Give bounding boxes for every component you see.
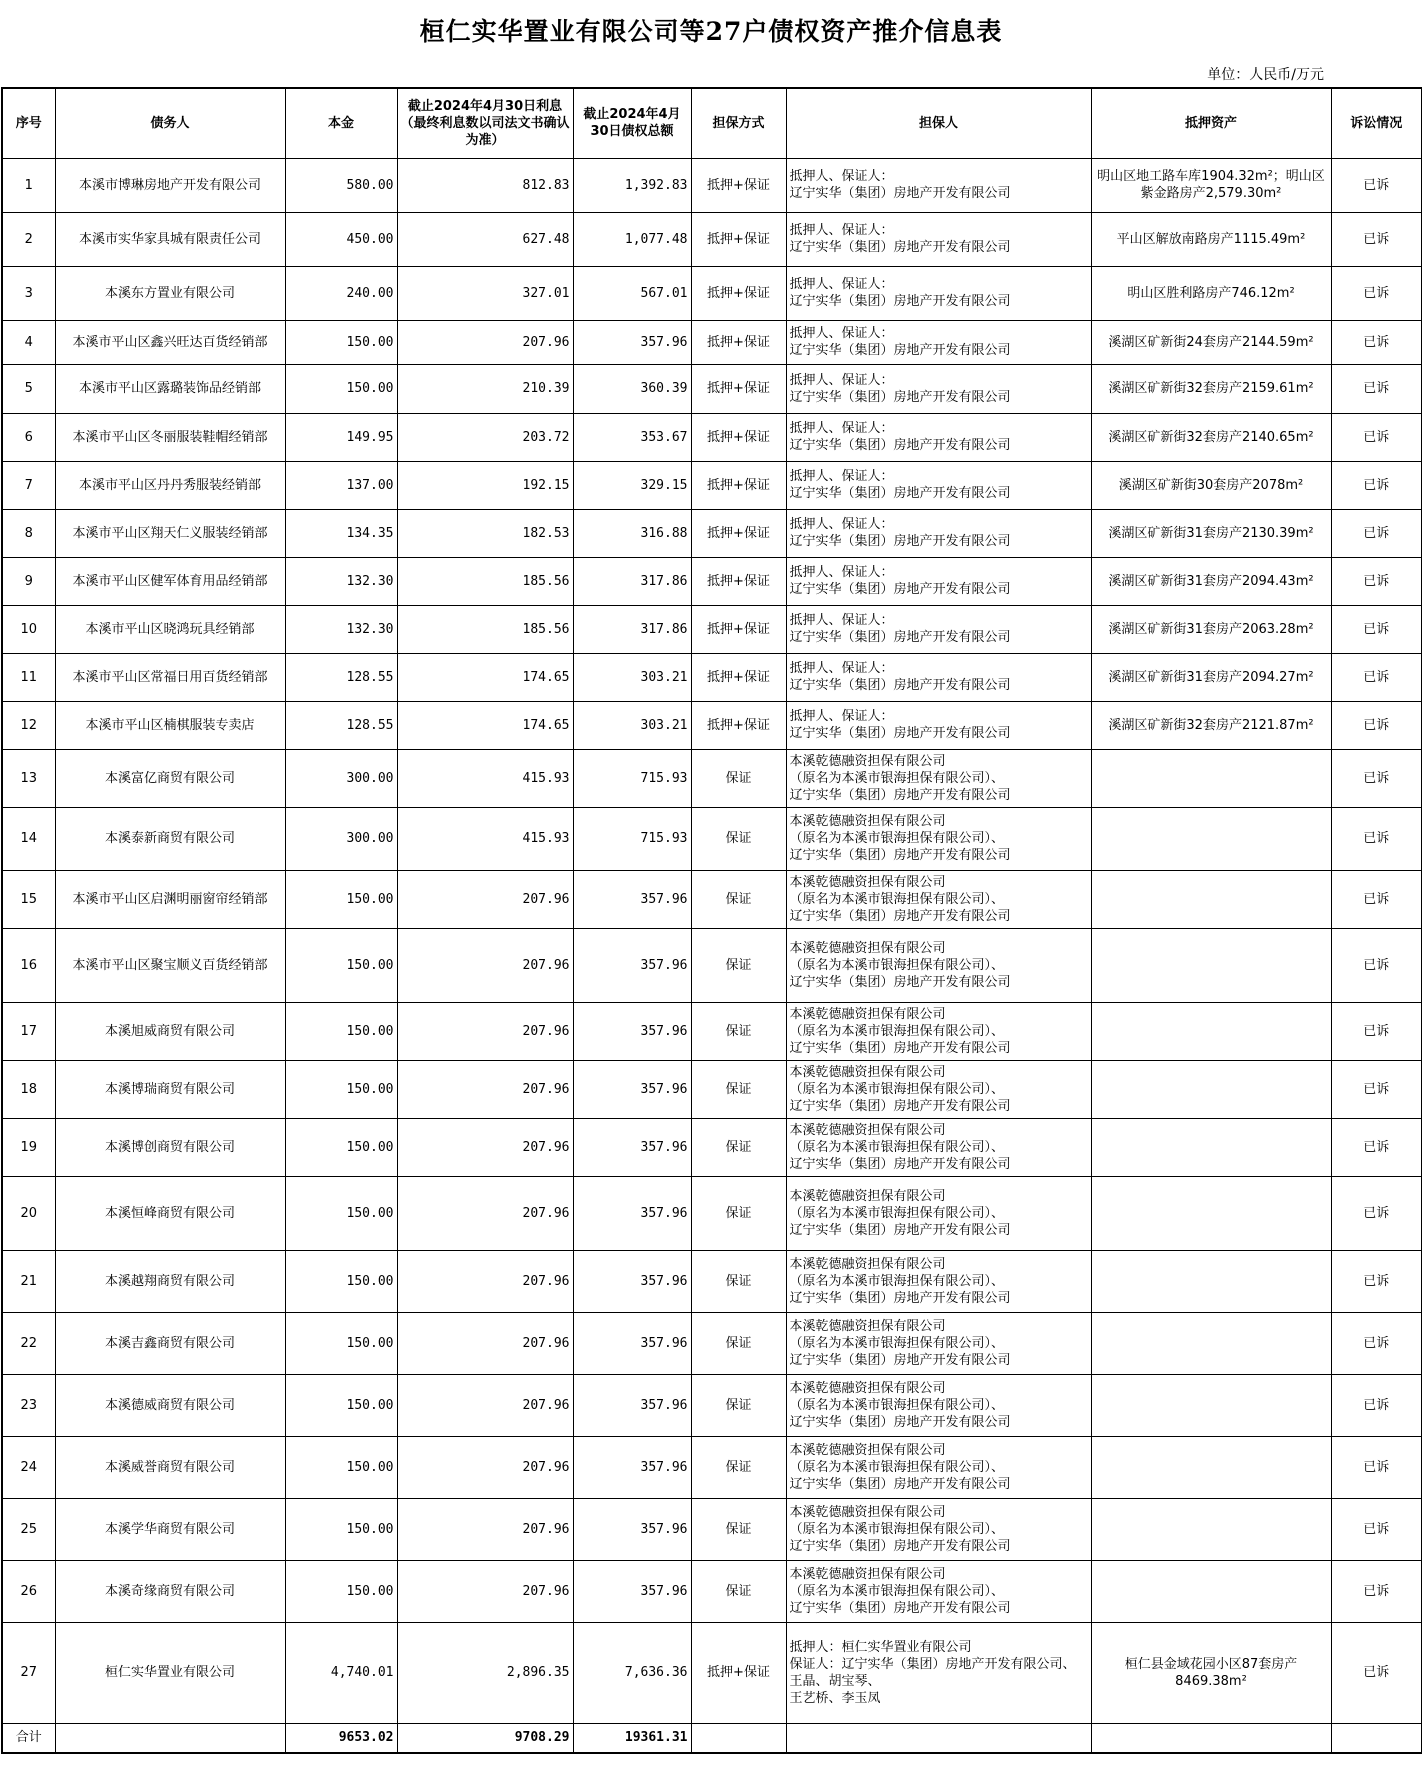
cell-collateral: 溪湖区矿新街32套房产2121.87m² bbox=[1091, 701, 1331, 749]
cell-total: 1,392.83 bbox=[573, 158, 691, 212]
cell-guarantor: 抵押人、保证人： 辽宁实华（集团）房地产开发有限公司 bbox=[786, 212, 1091, 266]
cell-interest: 174.65 bbox=[397, 653, 573, 701]
cell-collateral bbox=[1091, 1118, 1331, 1176]
cell-principal: 150.00 bbox=[285, 1060, 397, 1118]
cell-guarantor: 抵押人、保证人： 辽宁实华（集团）房地产开发有限公司 bbox=[786, 605, 1091, 653]
cell-guarantor: 抵押人、保证人： 辽宁实华（集团）房地产开发有限公司 bbox=[786, 413, 1091, 461]
cell-debtor: 本溪市博琳房地产开发有限公司 bbox=[55, 158, 285, 212]
cell-index: 2 bbox=[2, 212, 55, 266]
cell-index: 12 bbox=[2, 701, 55, 749]
cell-principal: 150.00 bbox=[285, 1436, 397, 1498]
cell-interest: 812.83 bbox=[397, 158, 573, 212]
cell-collateral: 明山区地工路车库1904.32m²；明山区紫金路房产2,579.30m² bbox=[1091, 158, 1331, 212]
cell-principal: 150.00 bbox=[285, 1250, 397, 1312]
cell-index: 22 bbox=[2, 1312, 55, 1374]
cell-interest: 415.93 bbox=[397, 807, 573, 870]
cell-guarantee-type: 抵押+保证 bbox=[691, 461, 786, 509]
cell-interest: 207.96 bbox=[397, 1312, 573, 1374]
cell-debtor: 本溪威誉商贸有限公司 bbox=[55, 1436, 285, 1498]
cell-guarantor: 本溪乾德融资担保有限公司 （原名为本溪市银海担保有限公司）、 辽宁实华（集团）房地产开发有限公司 bbox=[786, 1250, 1091, 1312]
cell-collateral bbox=[1091, 1250, 1331, 1312]
cell-total: 357.96 bbox=[573, 1312, 691, 1374]
cell-principal: 132.30 bbox=[285, 557, 397, 605]
cell-collateral: 溪湖区矿新街31套房产2094.43m² bbox=[1091, 557, 1331, 605]
total-empty-collateral bbox=[1091, 1723, 1331, 1753]
cell-guarantor: 本溪乾德融资担保有限公司 （原名为本溪市银海担保有限公司）、 辽宁实华（集团）房地产开发有限公司 bbox=[786, 1312, 1091, 1374]
cell-litigation: 已诉 bbox=[1331, 653, 1422, 701]
cell-interest: 207.96 bbox=[397, 1002, 573, 1060]
cell-litigation: 已诉 bbox=[1331, 1622, 1422, 1723]
cell-guarantee-type: 保证 bbox=[691, 1560, 786, 1622]
cell-litigation: 已诉 bbox=[1331, 509, 1422, 557]
table-row bbox=[2, 1312, 1422, 1374]
total-empty-type bbox=[691, 1723, 786, 1753]
cell-litigation: 已诉 bbox=[1331, 1374, 1422, 1436]
cell-guarantee-type: 抵押+保证 bbox=[691, 413, 786, 461]
cell-index: 10 bbox=[2, 605, 55, 653]
cell-debtor: 本溪市平山区冬丽服装鞋帽经销部 bbox=[55, 413, 285, 461]
table-row bbox=[2, 701, 1422, 749]
cell-index: 3 bbox=[2, 266, 55, 320]
cell-total: 357.96 bbox=[573, 1436, 691, 1498]
cell-principal: 149.95 bbox=[285, 413, 397, 461]
cell-collateral bbox=[1091, 1374, 1331, 1436]
cell-debtor: 本溪奇缘商贸有限公司 bbox=[55, 1560, 285, 1622]
cell-litigation: 已诉 bbox=[1331, 928, 1422, 1002]
cell-guarantor: 抵押人、保证人： 辽宁实华（集团）房地产开发有限公司 bbox=[786, 701, 1091, 749]
cell-index: 15 bbox=[2, 870, 55, 928]
cell-collateral: 溪湖区矿新街32套房产2159.61m² bbox=[1091, 364, 1331, 413]
cell-interest: 207.96 bbox=[397, 1176, 573, 1250]
cell-guarantee-type: 抵押+保证 bbox=[691, 509, 786, 557]
cell-interest: 627.48 bbox=[397, 212, 573, 266]
header-guarantor: 担保人 bbox=[786, 88, 1091, 158]
cell-interest: 327.01 bbox=[397, 266, 573, 320]
cell-principal: 150.00 bbox=[285, 1312, 397, 1374]
header-guarantee-type: 担保方式 bbox=[691, 88, 786, 158]
table-row bbox=[2, 1002, 1422, 1060]
header-debtor: 债务人 bbox=[55, 88, 285, 158]
table-row bbox=[2, 1374, 1422, 1436]
cell-principal: 240.00 bbox=[285, 266, 397, 320]
cell-total: 329.15 bbox=[573, 461, 691, 509]
cell-collateral: 溪湖区矿新街31套房产2094.27m² bbox=[1091, 653, 1331, 701]
table-row bbox=[2, 1118, 1422, 1176]
cell-interest: 182.53 bbox=[397, 509, 573, 557]
cell-guarantor: 本溪乾德融资担保有限公司 （原名为本溪市银海担保有限公司）、 辽宁实华（集团）房地产开发有限公司 bbox=[786, 1002, 1091, 1060]
table-row bbox=[2, 749, 1422, 807]
cell-collateral: 溪湖区矿新街31套房产2063.28m² bbox=[1091, 605, 1331, 653]
cell-guarantee-type: 保证 bbox=[691, 1312, 786, 1374]
total-empty-debtor bbox=[55, 1723, 285, 1753]
cell-guarantee-type: 抵押+保证 bbox=[691, 266, 786, 320]
table-row bbox=[2, 509, 1422, 557]
cell-litigation: 已诉 bbox=[1331, 557, 1422, 605]
cell-litigation: 已诉 bbox=[1331, 807, 1422, 870]
cell-principal: 150.00 bbox=[285, 1498, 397, 1560]
cell-debtor: 本溪市平山区健军体育用品经销部 bbox=[55, 557, 285, 605]
table-row bbox=[2, 158, 1422, 212]
cell-index: 23 bbox=[2, 1374, 55, 1436]
cell-total: 360.39 bbox=[573, 364, 691, 413]
cell-collateral bbox=[1091, 1498, 1331, 1560]
cell-principal: 450.00 bbox=[285, 212, 397, 266]
cell-collateral bbox=[1091, 807, 1331, 870]
cell-litigation: 已诉 bbox=[1331, 461, 1422, 509]
cell-collateral bbox=[1091, 928, 1331, 1002]
cell-index: 5 bbox=[2, 364, 55, 413]
cell-debtor: 本溪博瑞商贸有限公司 bbox=[55, 1060, 285, 1118]
cell-interest: 207.96 bbox=[397, 320, 573, 364]
total-empty-guarantor bbox=[786, 1723, 1091, 1753]
cell-debtor: 本溪市平山区丹丹秀服装经销部 bbox=[55, 461, 285, 509]
cell-principal: 4,740.01 bbox=[285, 1622, 397, 1723]
cell-total: 7,636.36 bbox=[573, 1622, 691, 1723]
cell-collateral: 平山区解放南路房产1115.49m² bbox=[1091, 212, 1331, 266]
cell-principal: 128.55 bbox=[285, 701, 397, 749]
cell-guarantor: 抵押人、保证人： 辽宁实华（集团）房地产开发有限公司 bbox=[786, 266, 1091, 320]
cell-debtor: 本溪泰新商贸有限公司 bbox=[55, 807, 285, 870]
cell-litigation: 已诉 bbox=[1331, 1118, 1422, 1176]
cell-principal: 150.00 bbox=[285, 1176, 397, 1250]
cell-guarantor: 抵押人、保证人： 辽宁实华（集团）房地产开发有限公司 bbox=[786, 509, 1091, 557]
cell-guarantor: 抵押人、保证人： 辽宁实华（集团）房地产开发有限公司 bbox=[786, 461, 1091, 509]
cell-total: 357.96 bbox=[573, 1560, 691, 1622]
table-row bbox=[2, 212, 1422, 266]
cell-index: 11 bbox=[2, 653, 55, 701]
cell-collateral bbox=[1091, 1312, 1331, 1374]
table-row bbox=[2, 928, 1422, 1002]
cell-index: 8 bbox=[2, 509, 55, 557]
header-principal: 本金 bbox=[285, 88, 397, 158]
cell-total: 1,077.48 bbox=[573, 212, 691, 266]
cell-guarantee-type: 抵押+保证 bbox=[691, 158, 786, 212]
cell-interest: 210.39 bbox=[397, 364, 573, 413]
page-title: 桓仁实华置业有限公司等27户债权资产推介信息表 bbox=[419, 17, 1003, 46]
cell-index: 27 bbox=[2, 1622, 55, 1723]
table-row bbox=[2, 653, 1422, 701]
cell-debtor: 本溪市平山区晓鸿玩具经销部 bbox=[55, 605, 285, 653]
table-row bbox=[2, 557, 1422, 605]
table-row bbox=[2, 1250, 1422, 1312]
cell-total: 357.96 bbox=[573, 1374, 691, 1436]
cell-litigation: 已诉 bbox=[1331, 320, 1422, 364]
cell-guarantee-type: 抵押+保证 bbox=[691, 557, 786, 605]
cell-collateral: 溪湖区矿新街31套房产2130.39m² bbox=[1091, 509, 1331, 557]
cell-debtor: 本溪市实华家具城有限责任公司 bbox=[55, 212, 285, 266]
cell-guarantee-type: 抵押+保证 bbox=[691, 364, 786, 413]
cell-collateral: 桓仁县金域花园小区87套房产8469.38m² bbox=[1091, 1622, 1331, 1723]
cell-total: 715.93 bbox=[573, 749, 691, 807]
cell-index: 14 bbox=[2, 807, 55, 870]
cell-collateral: 溪湖区矿新街24套房产2144.59m² bbox=[1091, 320, 1331, 364]
cell-guarantor: 抵押人、保证人： 辽宁实华（集团）房地产开发有限公司 bbox=[786, 653, 1091, 701]
cell-index: 4 bbox=[2, 320, 55, 364]
cell-guarantor: 本溪乾德融资担保有限公司 （原名为本溪市银海担保有限公司）、 辽宁实华（集团）房地产开发有限公司 bbox=[786, 1060, 1091, 1118]
cell-principal: 150.00 bbox=[285, 364, 397, 413]
cell-debtor: 本溪德威商贸有限公司 bbox=[55, 1374, 285, 1436]
cell-principal: 150.00 bbox=[285, 320, 397, 364]
cell-interest: 207.96 bbox=[397, 1060, 573, 1118]
cell-total: 715.93 bbox=[573, 807, 691, 870]
cell-guarantor: 抵押人：桓仁实华置业有限公司 保证人：辽宁实华（集团）房地产开发有限公司、 王晶、胡宝琴、 王艺桥、李玉凤 bbox=[786, 1622, 1091, 1723]
cell-guarantor: 本溪乾德融资担保有限公司 （原名为本溪市银海担保有限公司）、 辽宁实华（集团）房地产开发有限公司 bbox=[786, 1436, 1091, 1498]
cell-interest: 185.56 bbox=[397, 605, 573, 653]
cell-guarantee-type: 抵押+保证 bbox=[691, 212, 786, 266]
cell-litigation: 已诉 bbox=[1331, 1250, 1422, 1312]
header-total: 截止2024年4月30日债权总额 bbox=[573, 88, 691, 158]
total-principal: 9653.02 bbox=[285, 1723, 397, 1753]
cell-total: 353.67 bbox=[573, 413, 691, 461]
table-row bbox=[2, 1060, 1422, 1118]
table-row bbox=[2, 1560, 1422, 1622]
table-row bbox=[2, 1436, 1422, 1498]
cell-principal: 150.00 bbox=[285, 1374, 397, 1436]
cell-debtor: 本溪富亿商贸有限公司 bbox=[55, 749, 285, 807]
cell-guarantor: 本溪乾德融资担保有限公司 （原名为本溪市银海担保有限公司）、 辽宁实华（集团）房地产开发有限公司 bbox=[786, 807, 1091, 870]
cell-index: 21 bbox=[2, 1250, 55, 1312]
cell-collateral: 明山区胜利路房产746.12m² bbox=[1091, 266, 1331, 320]
cell-principal: 150.00 bbox=[285, 1118, 397, 1176]
cell-debtor: 本溪博创商贸有限公司 bbox=[55, 1118, 285, 1176]
cell-guarantor: 本溪乾德融资担保有限公司 （原名为本溪市银海担保有限公司）、 辽宁实华（集团）房地产开发有限公司 bbox=[786, 749, 1091, 807]
cell-guarantor: 本溪乾德融资担保有限公司 （原名为本溪市银海担保有限公司）、 辽宁实华（集团）房地产开发有限公司 bbox=[786, 928, 1091, 1002]
cell-litigation: 已诉 bbox=[1331, 364, 1422, 413]
cell-debtor: 桓仁实华置业有限公司 bbox=[55, 1622, 285, 1723]
cell-interest: 2,896.35 bbox=[397, 1622, 573, 1723]
cell-litigation: 已诉 bbox=[1331, 266, 1422, 320]
cell-index: 26 bbox=[2, 1560, 55, 1622]
cell-guarantor: 本溪乾德融资担保有限公司 （原名为本溪市银海担保有限公司）、 辽宁实华（集团）房地产开发有限公司 bbox=[786, 1176, 1091, 1250]
table-body bbox=[2, 158, 1422, 1723]
cell-debtor: 本溪东方置业有限公司 bbox=[55, 266, 285, 320]
cell-guarantor: 本溪乾德融资担保有限公司 （原名为本溪市银海担保有限公司）、 辽宁实华（集团）房地产开发有限公司 bbox=[786, 1118, 1091, 1176]
table-header-row bbox=[2, 88, 1422, 158]
cell-interest: 415.93 bbox=[397, 749, 573, 807]
cell-collateral bbox=[1091, 1176, 1331, 1250]
cell-litigation: 已诉 bbox=[1331, 1312, 1422, 1374]
cell-litigation: 已诉 bbox=[1331, 1002, 1422, 1060]
table-row bbox=[2, 870, 1422, 928]
cell-guarantee-type: 抵押+保证 bbox=[691, 320, 786, 364]
cell-total: 357.96 bbox=[573, 870, 691, 928]
cell-principal: 300.00 bbox=[285, 749, 397, 807]
cell-debtor: 本溪市平山区楠棋服装专卖店 bbox=[55, 701, 285, 749]
cell-index: 9 bbox=[2, 557, 55, 605]
cell-debtor: 本溪恒峰商贸有限公司 bbox=[55, 1176, 285, 1250]
cell-interest: 207.96 bbox=[397, 1374, 573, 1436]
total-amount: 19361.31 bbox=[573, 1723, 691, 1753]
cell-guarantee-type: 保证 bbox=[691, 1002, 786, 1060]
cell-litigation: 已诉 bbox=[1331, 413, 1422, 461]
cell-guarantor: 抵押人、保证人： 辽宁实华（集团）房地产开发有限公司 bbox=[786, 158, 1091, 212]
cell-interest: 207.96 bbox=[397, 1498, 573, 1560]
cell-debtor: 本溪市平山区聚宝顺义百货经销部 bbox=[55, 928, 285, 1002]
cell-debtor: 本溪市平山区翔天仁义服装经销部 bbox=[55, 509, 285, 557]
cell-guarantee-type: 抵押+保证 bbox=[691, 605, 786, 653]
cell-litigation: 已诉 bbox=[1331, 1560, 1422, 1622]
cell-interest: 207.96 bbox=[397, 1250, 573, 1312]
cell-total: 303.21 bbox=[573, 653, 691, 701]
cell-litigation: 已诉 bbox=[1331, 701, 1422, 749]
cell-guarantee-type: 保证 bbox=[691, 1060, 786, 1118]
cell-principal: 128.55 bbox=[285, 653, 397, 701]
cell-debtor: 本溪吉鑫商贸有限公司 bbox=[55, 1312, 285, 1374]
cell-total: 357.96 bbox=[573, 320, 691, 364]
cell-debtor: 本溪旭威商贸有限公司 bbox=[55, 1002, 285, 1060]
cell-debtor: 本溪市平山区常福日用百货经销部 bbox=[55, 653, 285, 701]
cell-litigation: 已诉 bbox=[1331, 1436, 1422, 1498]
cell-index: 1 bbox=[2, 158, 55, 212]
cell-principal: 150.00 bbox=[285, 1560, 397, 1622]
cell-total: 357.96 bbox=[573, 1250, 691, 1312]
cell-collateral bbox=[1091, 1002, 1331, 1060]
cell-total: 316.88 bbox=[573, 509, 691, 557]
cell-interest: 174.65 bbox=[397, 701, 573, 749]
total-interest: 9708.29 bbox=[397, 1723, 573, 1753]
cell-collateral bbox=[1091, 1060, 1331, 1118]
cell-total: 357.96 bbox=[573, 1118, 691, 1176]
cell-guarantor: 本溪乾德融资担保有限公司 （原名为本溪市银海担保有限公司）、 辽宁实华（集团）房地产开发有限公司 bbox=[786, 1560, 1091, 1622]
table-row bbox=[2, 1622, 1422, 1723]
cell-principal: 580.00 bbox=[285, 158, 397, 212]
cell-principal: 300.00 bbox=[285, 807, 397, 870]
cell-collateral bbox=[1091, 870, 1331, 928]
cell-debtor: 本溪越翔商贸有限公司 bbox=[55, 1250, 285, 1312]
cell-principal: 132.30 bbox=[285, 605, 397, 653]
cell-interest: 207.96 bbox=[397, 1436, 573, 1498]
cell-interest: 185.56 bbox=[397, 557, 573, 605]
cell-interest: 192.15 bbox=[397, 461, 573, 509]
cell-principal: 150.00 bbox=[285, 870, 397, 928]
cell-collateral: 溪湖区矿新街30套房产2078m² bbox=[1091, 461, 1331, 509]
total-row bbox=[2, 1723, 1422, 1753]
header-collateral: 抵押资产 bbox=[1091, 88, 1331, 158]
cell-principal: 137.00 bbox=[285, 461, 397, 509]
cell-guarantee-type: 保证 bbox=[691, 928, 786, 1002]
cell-guarantee-type: 保证 bbox=[691, 1498, 786, 1560]
cell-total: 317.86 bbox=[573, 557, 691, 605]
table-row bbox=[2, 413, 1422, 461]
cell-guarantor: 抵押人、保证人： 辽宁实华（集团）房地产开发有限公司 bbox=[786, 557, 1091, 605]
cell-guarantee-type: 保证 bbox=[691, 1250, 786, 1312]
cell-collateral bbox=[1091, 1560, 1331, 1622]
cell-litigation: 已诉 bbox=[1331, 870, 1422, 928]
debt-table bbox=[1, 87, 1422, 1754]
cell-total: 303.21 bbox=[573, 701, 691, 749]
cell-index: 24 bbox=[2, 1436, 55, 1498]
cell-guarantee-type: 抵押+保证 bbox=[691, 1622, 786, 1723]
cell-guarantee-type: 保证 bbox=[691, 870, 786, 928]
cell-guarantee-type: 保证 bbox=[691, 807, 786, 870]
cell-debtor: 本溪市平山区露璐装饰品经销部 bbox=[55, 364, 285, 413]
cell-litigation: 已诉 bbox=[1331, 749, 1422, 807]
header-litigation: 诉讼情况 bbox=[1331, 88, 1422, 158]
cell-collateral bbox=[1091, 1436, 1331, 1498]
cell-principal: 134.35 bbox=[285, 509, 397, 557]
cell-litigation: 已诉 bbox=[1331, 1176, 1422, 1250]
cell-guarantor: 本溪乾德融资担保有限公司 （原名为本溪市银海担保有限公司）、 辽宁实华（集团）房地产开发有限公司 bbox=[786, 870, 1091, 928]
cell-guarantee-type: 保证 bbox=[691, 1374, 786, 1436]
cell-guarantee-type: 保证 bbox=[691, 1176, 786, 1250]
cell-total: 317.86 bbox=[573, 605, 691, 653]
cell-interest: 203.72 bbox=[397, 413, 573, 461]
cell-total: 567.01 bbox=[573, 266, 691, 320]
table-row bbox=[2, 605, 1422, 653]
table-row bbox=[2, 1176, 1422, 1250]
cell-debtor: 本溪市平山区启渊明丽窗帘经销部 bbox=[55, 870, 285, 928]
header-index: 序号 bbox=[2, 88, 55, 158]
cell-index: 7 bbox=[2, 461, 55, 509]
cell-litigation: 已诉 bbox=[1331, 1060, 1422, 1118]
total-label: 合计 bbox=[2, 1723, 55, 1753]
cell-debtor: 本溪市平山区鑫兴旺达百货经销部 bbox=[55, 320, 285, 364]
unit-note: 单位：人民币/万元 bbox=[1207, 67, 1324, 83]
cell-interest: 207.96 bbox=[397, 870, 573, 928]
cell-litigation: 已诉 bbox=[1331, 1498, 1422, 1560]
cell-collateral: 溪湖区矿新街32套房产2140.65m² bbox=[1091, 413, 1331, 461]
cell-index: 6 bbox=[2, 413, 55, 461]
cell-guarantee-type: 保证 bbox=[691, 749, 786, 807]
cell-interest: 207.96 bbox=[397, 928, 573, 1002]
table-row bbox=[2, 1498, 1422, 1560]
cell-litigation: 已诉 bbox=[1331, 212, 1422, 266]
cell-total: 357.96 bbox=[573, 1176, 691, 1250]
cell-interest: 207.96 bbox=[397, 1560, 573, 1622]
cell-guarantor: 本溪乾德融资担保有限公司 （原名为本溪市银海担保有限公司）、 辽宁实华（集团）房地产开发有限公司 bbox=[786, 1498, 1091, 1560]
table-row bbox=[2, 320, 1422, 364]
cell-index: 25 bbox=[2, 1498, 55, 1560]
table-row bbox=[2, 364, 1422, 413]
cell-total: 357.96 bbox=[573, 1498, 691, 1560]
cell-index: 16 bbox=[2, 928, 55, 1002]
header-interest: 截止2024年4月30日利息（最终利息数以司法文书确认为准） bbox=[397, 88, 573, 158]
cell-interest: 207.96 bbox=[397, 1118, 573, 1176]
cell-guarantee-type: 抵押+保证 bbox=[691, 701, 786, 749]
table-row bbox=[2, 807, 1422, 870]
cell-total: 357.96 bbox=[573, 1060, 691, 1118]
cell-principal: 150.00 bbox=[285, 1002, 397, 1060]
total-empty-litigation bbox=[1331, 1723, 1422, 1753]
cell-guarantor: 本溪乾德融资担保有限公司 （原名为本溪市银海担保有限公司）、 辽宁实华（集团）房地产开发有限公司 bbox=[786, 1374, 1091, 1436]
cell-index: 19 bbox=[2, 1118, 55, 1176]
cell-guarantee-type: 保证 bbox=[691, 1436, 786, 1498]
cell-total: 357.96 bbox=[573, 1002, 691, 1060]
table-row bbox=[2, 461, 1422, 509]
cell-index: 18 bbox=[2, 1060, 55, 1118]
cell-index: 17 bbox=[2, 1002, 55, 1060]
cell-litigation: 已诉 bbox=[1331, 158, 1422, 212]
cell-principal: 150.00 bbox=[285, 928, 397, 1002]
cell-debtor: 本溪学华商贸有限公司 bbox=[55, 1498, 285, 1560]
cell-index: 13 bbox=[2, 749, 55, 807]
cell-guarantee-type: 抵押+保证 bbox=[691, 653, 786, 701]
cell-guarantee-type: 保证 bbox=[691, 1118, 786, 1176]
cell-litigation: 已诉 bbox=[1331, 605, 1422, 653]
cell-guarantor: 抵押人、保证人： 辽宁实华（集团）房地产开发有限公司 bbox=[786, 364, 1091, 413]
cell-total: 357.96 bbox=[573, 928, 691, 1002]
cell-guarantor: 抵押人、保证人： 辽宁实华（集团）房地产开发有限公司 bbox=[786, 320, 1091, 364]
table-row bbox=[2, 266, 1422, 320]
cell-collateral bbox=[1091, 749, 1331, 807]
cell-index: 20 bbox=[2, 1176, 55, 1250]
